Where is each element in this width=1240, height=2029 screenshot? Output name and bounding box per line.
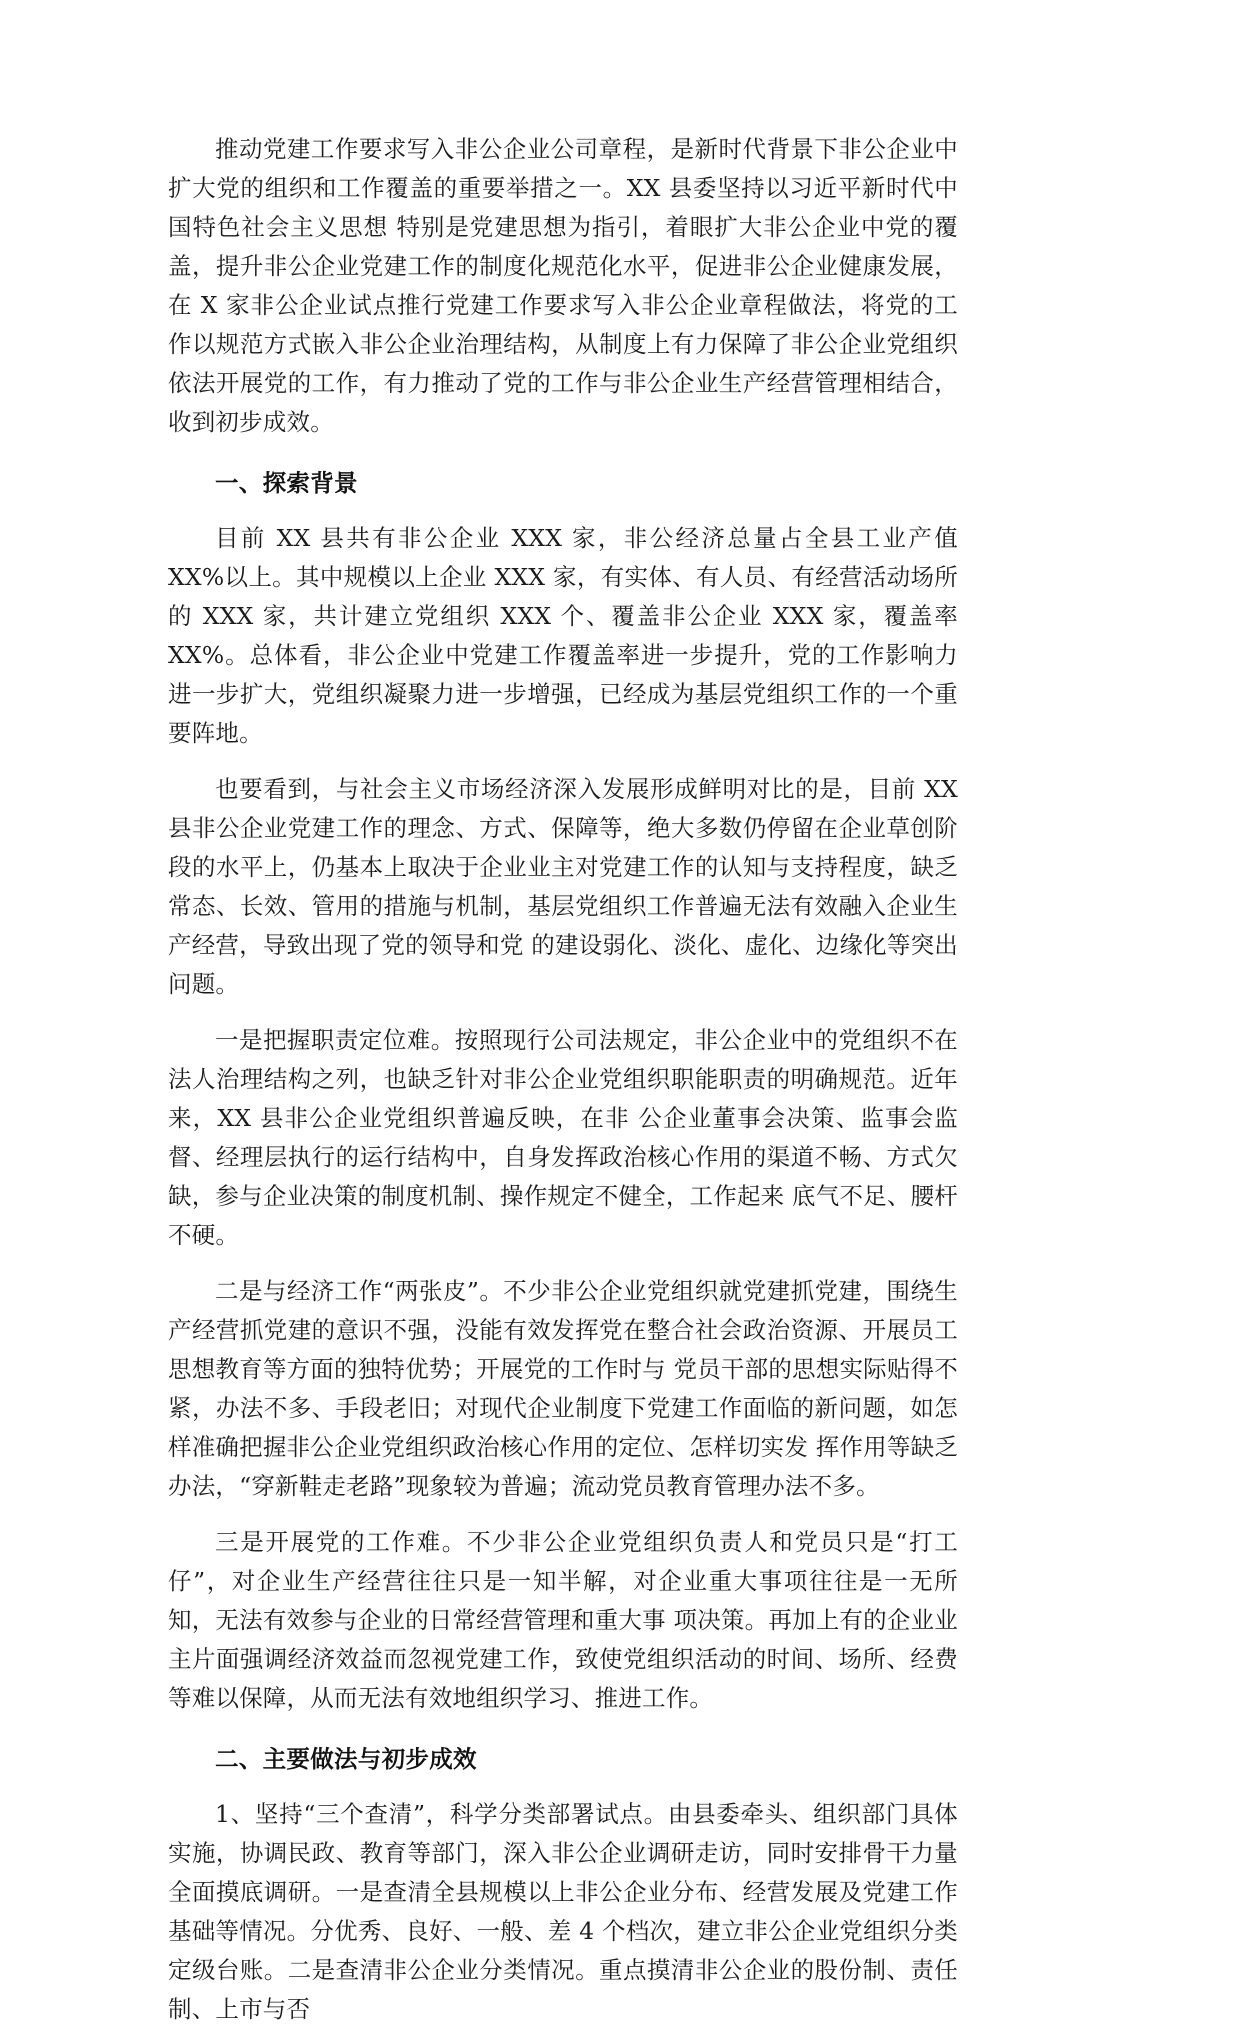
paragraph-problem-three: 三是开展党的工作难。不少非公企业党组织负责人和党员只是“打工仔”，对企业生产经营往往只是一知半解，对企业重大事项往往是一无所知，无法有效参与企业的日常经营管理和重大事 项决策。再加上有的企业业主片面强调经济效益而忽视党建工作，致使党组织活动的时间、场所、经费等难以保障，从而无法有效地组织学习、推进工作。 xyxy=(168,1528,958,1712)
paragraph-problem-overview: 也要看到，与社会主义市场经济深入发展形成鲜明对比的是，目前 XX 县非公企业党建工作的理念、方式、保障等，绝大多数仍停留在企业草创阶段的水平上，仍基本上取决于企业业主对党建工作的认知与支持程度，缺乏常态、长效、管用的措施与机制，基层党组织工作普遍无法有效融入企业生产经营，导致出现了党的领导和党 的建设弱化、淡化、虚化、边缘化等突出问题。 xyxy=(168,775,958,998)
paragraph-problem-one: 一是把握职责定位难。按照现行公司法规定，非公企业中的党组织不在法人治理结构之列，也缺乏针对非公企业党组织职能职责的明确规范。近年来，XX 县非公企业党组织普遍反映，在非 公企业董事会决策、监事会监督、经理层执行的运行结构中，自身发挥政治核心作用的渠道不畅、方式欠缺，参与企业决策的制度机制、操作规定不健全，工作起来 底气不足、腰杆不硬。 xyxy=(168,1026,958,1249)
intro-paragraph: 推动党建工作要求写入非公企业公司章程，是新时代背景下非公企业中扩大党的组织和工作覆盖的重要举措之一。XX 县委坚持以习近平新时代中国特色社会主义思想 特别是党建思想为指引，着眼扩大非公企业中党的覆盖，提升非公企业党建工作的制度化规范化水平，促进非公企业健康发展，在 X 家非公企业试点推行党建工作要求写入非公企业章程做法，将党的工作以规范方式嵌入非公企业治理结构，从制度上有力保障了非公企业党组织依法开展党的工作，有力推动了党的工作与非公企业生产经营管理相结合，收到初步成效。 xyxy=(168,135,958,436)
document-body xyxy=(168,130,958,2029)
paragraph-current-status: 目前 XX 县共有非公企业 XXX 家，非公经济总量占全县工业产值 XX%以上。其中规模以上企业 XXX 家，有实体、有人员、有经营活动场所的 XXX 家，共计建立党组织 XXX 个、覆盖非公企业 XXX 家，覆盖率 XX%。总体看，非公企业中党建工作覆盖率进一步提升，党的工作影响力进一步扩大，党组织凝聚力进一步增强，已经成为基层党组织工作的一个重要阵地。 xyxy=(168,524,958,747)
heading-section-one: 一、探索背景 xyxy=(215,469,358,497)
heading-section-two: 二、主要做法与初步成效 xyxy=(215,1745,477,1773)
paragraph-practice-one: 1、坚持“三个查清”，科学分类部署试点。由县委牵头、组织部门具体实施，协调民政、教育等部门，深入非公企业调研走访，同时安排骨干力量全面摸底调研。一是查清全县规模以上非公企业分布、经营发展及党建工作基础等情况。分优秀、良好、一般、差 4 个档次，建立非公企业党组织分类定级台账。二是查清非公企业分类情况。重点摸清非公企业的股份制、责任制、上市与否 xyxy=(168,1800,958,2023)
paragraph-problem-two: 二是与经济工作“两张皮”。不少非公企业党组织就党建抓党建，围绕生产经营抓党建的意识不强，没能有效发挥党在整合社会政治资源、开展员工思想教育等方面的独特优势；开展党的工作时与 党员干部的思想实际贴得不紧，办法不多、手段老旧；对现代企业制度下党建工作面临的新问题，如怎样准确把握非公企业党组织政治核心作用的定位、怎样切实发 挥作用等缺乏办法，“穿新鞋走老路”现象较为普遍；流动党员教育管理办法不多。 xyxy=(168,1277,958,1500)
